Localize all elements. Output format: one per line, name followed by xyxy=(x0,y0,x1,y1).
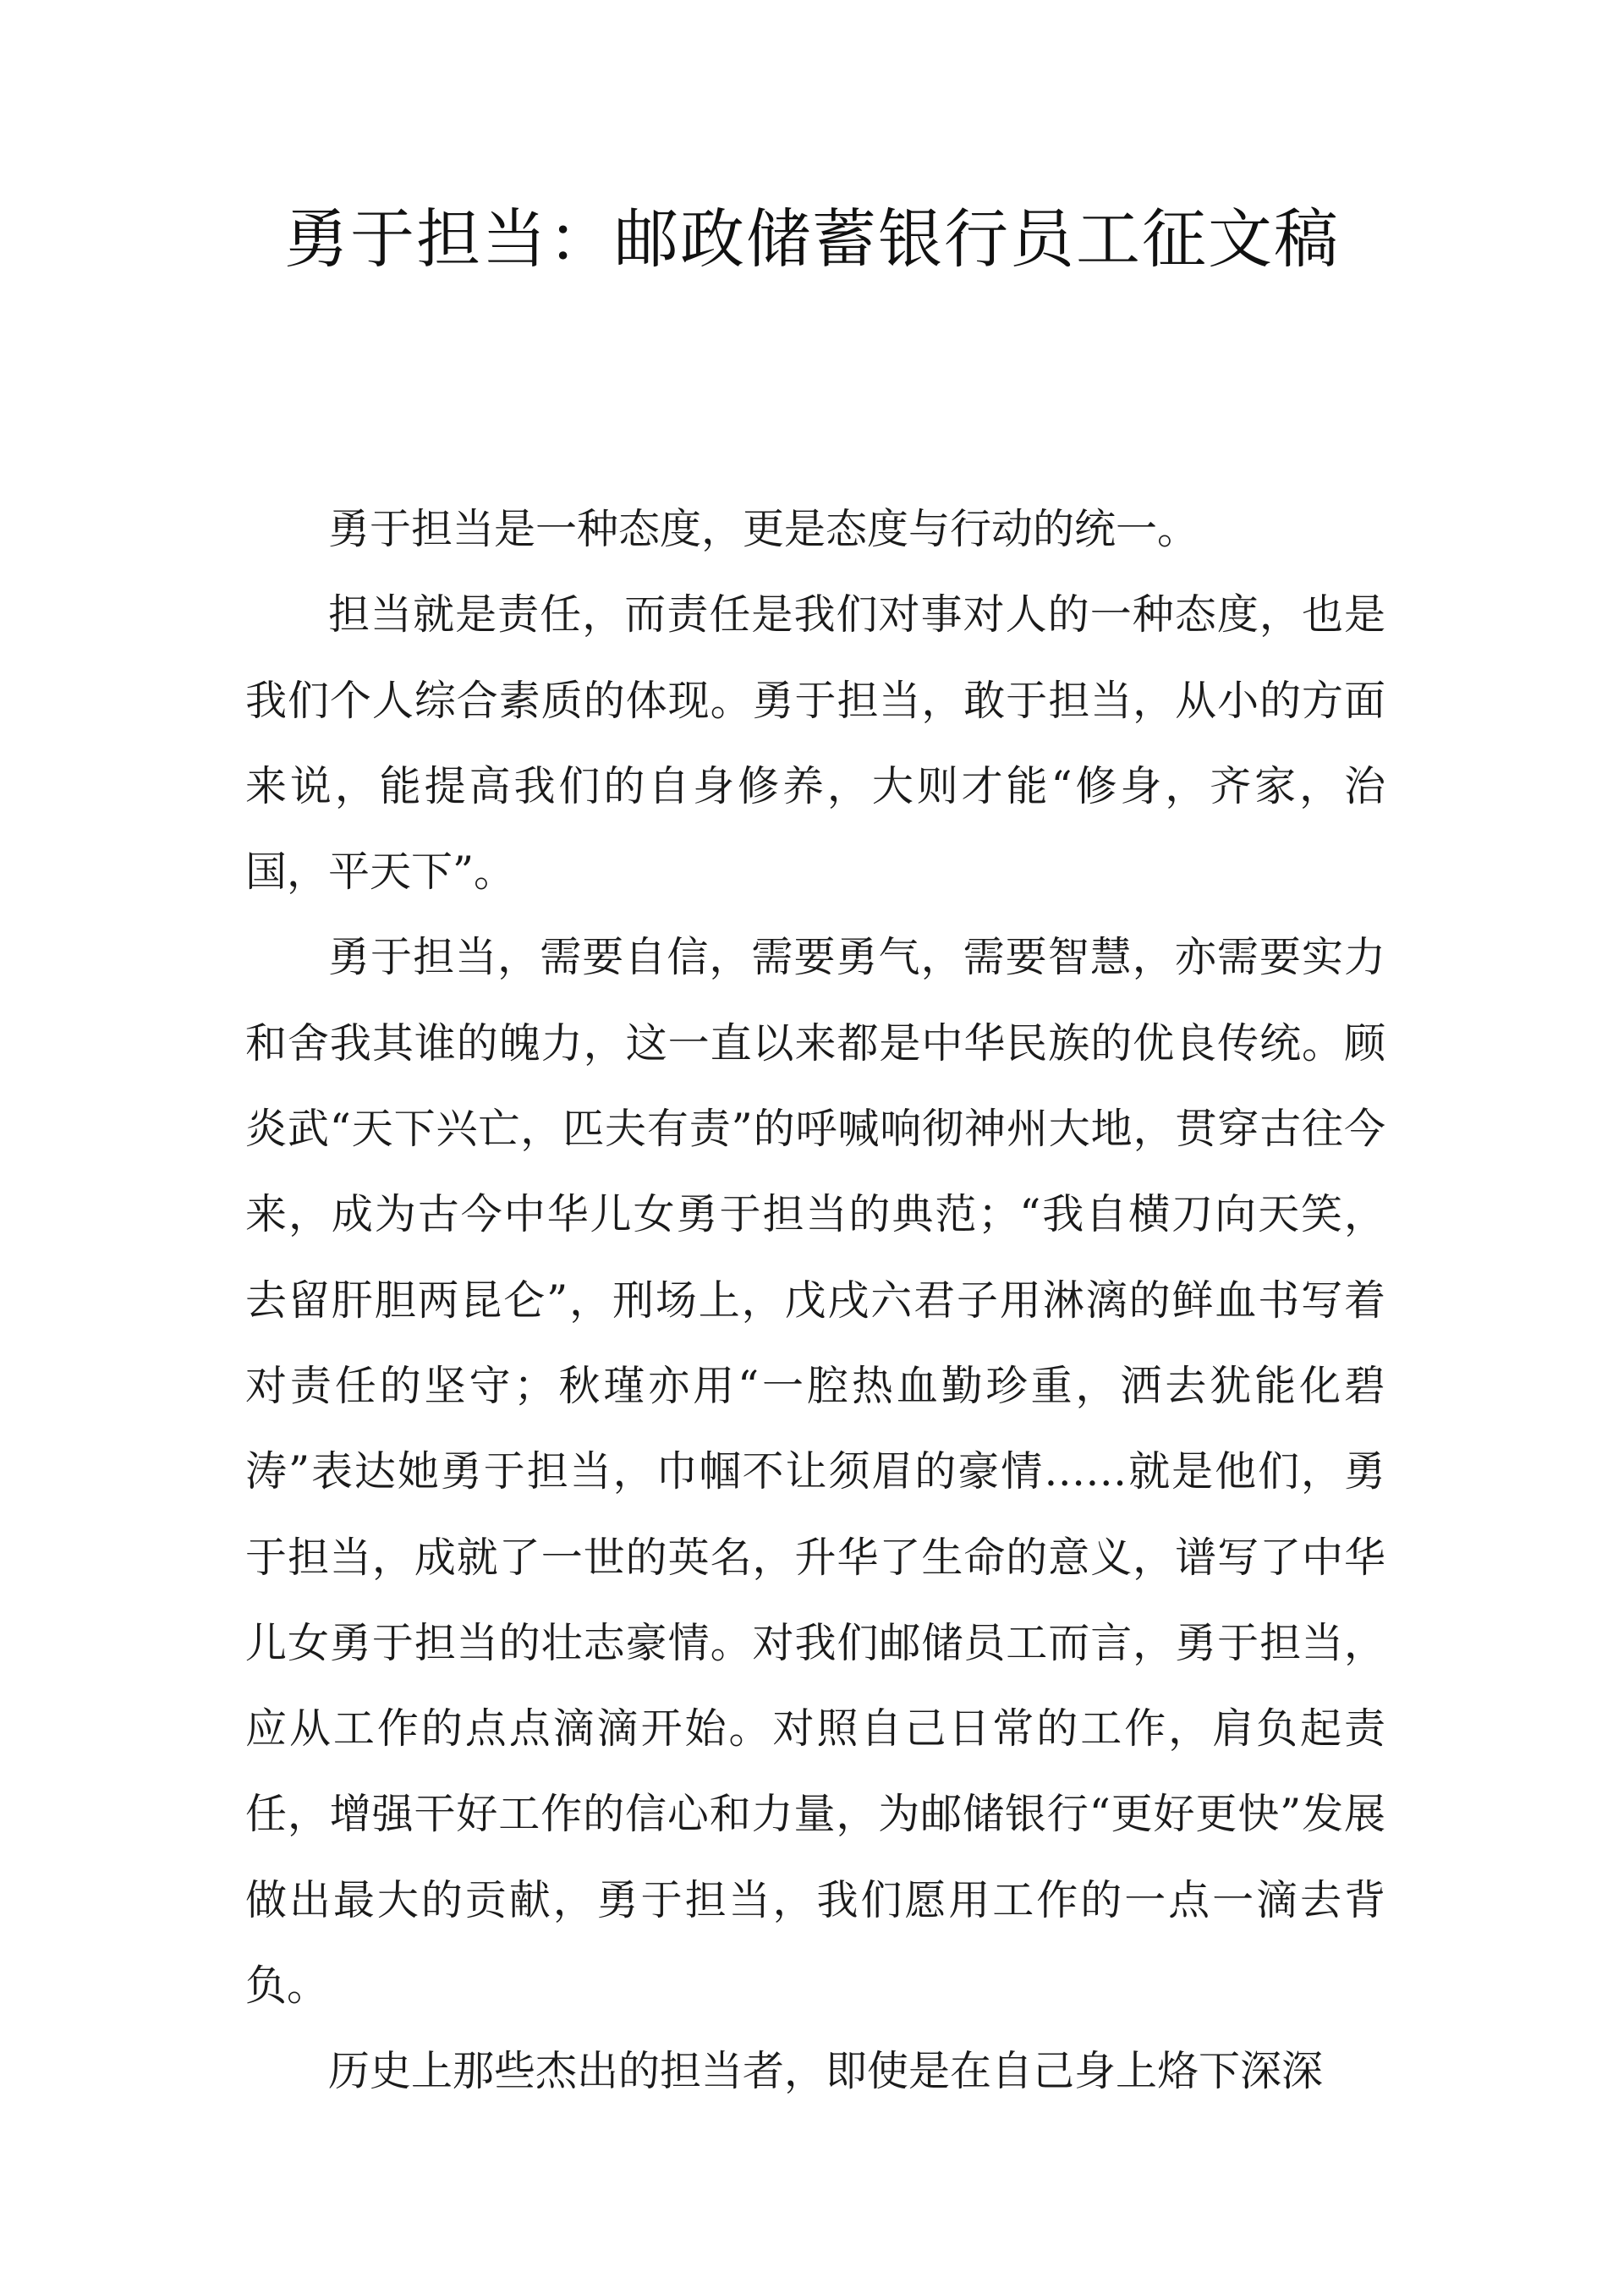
paragraph: 勇于担当是一种态度，更是态度与行动的统一。 xyxy=(328,505,1199,553)
paragraph: 勇于担当，需要自信，需要勇气，需要智慧，亦需要实力和舍我其谁的魄力，这一直以来都是中华民族的优良传统。顾炎武“天下兴亡，匹夫有责”的呼喊响彻神州大地，贯穿古往今来，成为古今中华儿女勇于担当的典范；“我自横刀向天笑，去留肝胆两昆仑”，刑场上，戊戌六君子用淋漓的鲜血书写着对责任的坚守；秋瑾亦用“一腔热血勤珍重，洒去犹能化碧涛”表达她勇于担当，巾帼不让须眉的豪情……就是他们，勇于担当，成就了一世的英名，升华了生命的意义，谱写了中华儿女勇于担当的壮志豪情。对我们邮储员工而言，勇于担当，应从工作的点点滴滴开始。对照自己日常的工作，肩负起责任，增强干好工作的信心和力量，为邮储银行“更好更快”发展做出最大的贡献，勇于担当，我们愿用工作的一点一滴去背负。 xyxy=(245,933,1385,2011)
paragraph: 历史上那些杰出的担当者，即使是在自己身上烙下深深 xyxy=(328,2047,1324,2096)
document-body xyxy=(245,486,1385,2115)
document-title: 勇于担当：邮政储蓄银行员工征文稿 xyxy=(284,201,1340,277)
paragraph: 担当就是责任，而责任是我们对事对人的一种态度，也是我们个人综合素质的体现。勇于担当，敢于担当，从小的方面来说，能提高我们的自身修养，大则才能“修身，齐家，治国，平天下”。 xyxy=(245,590,1385,897)
